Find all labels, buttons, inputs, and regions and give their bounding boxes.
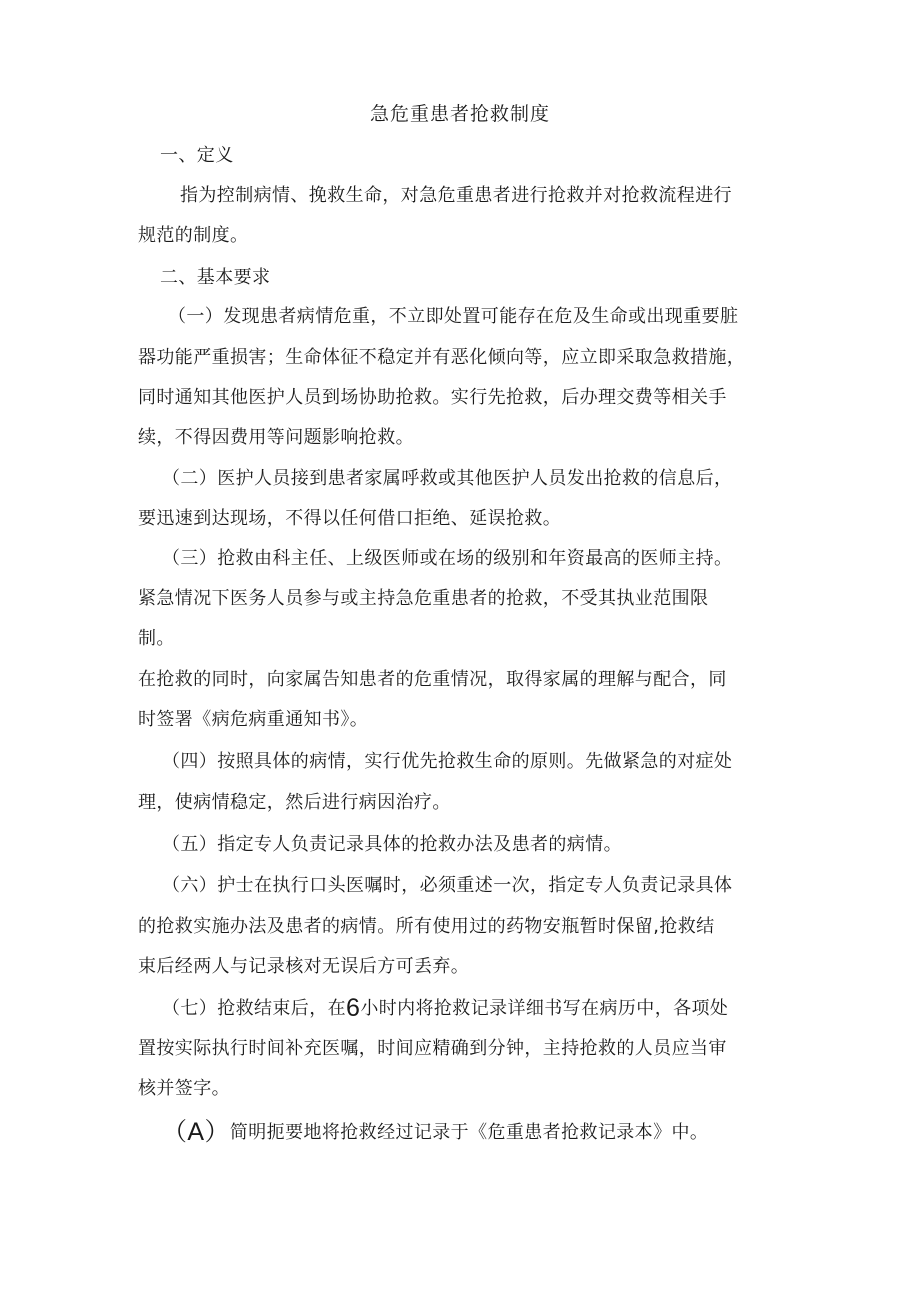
hours-number: 6 — [346, 994, 361, 1022]
paragraph-line: 理，使病情稳定，然后进行病因治疗。 — [138, 792, 451, 813]
paragraph-line: 核并签字。 — [138, 1078, 230, 1099]
paragraph-line: （四）按照具体的病情，实行优先抢救生命的原则。先做紧急的对症处 — [162, 751, 733, 772]
text-segment: 简明扼要地将抢救经过记录于《危重患者抢救记录本》中。 — [229, 1122, 709, 1143]
paragraph-line: 同时通知其他医护人员到场协助抢救。实行先抢救，后办理交费等相关手 — [138, 387, 727, 408]
paragraph-line: 规范的制度。 — [138, 225, 249, 246]
item-marker: （A） — [162, 1118, 230, 1146]
paragraph-line: 时签署《病危病重通知书》。 — [138, 709, 369, 730]
paragraph-line: 器功能严重损害；生命体征不稳定并有恶化倾向等，应立即采取急救措施， — [138, 347, 746, 368]
paragraph-line — [162, 1120, 708, 1145]
text-segment: 小时内将抢救记录详细书写在病历中，各项处 — [360, 998, 729, 1019]
paragraph-line: （六）护士在执行口头医嘱时，必须重述一次，指定专人负责记录具体 — [162, 875, 733, 896]
paragraph-line: 置按实际执行时间补充医嘱，时间应精确到分钟，主持抢救的人员应当审 — [138, 1038, 727, 1059]
page-title: 急危重患者抢救制度 — [369, 103, 550, 125]
paragraph-line: 指为控制病情、挽救生命，对急危重患者进行抢救并对抢救流程进行 — [180, 185, 732, 206]
paragraph-line: （三）抢救由科主任、上级医师或在场的级别和年资最高的医师主持。 — [162, 548, 733, 569]
paragraph-line: 制。 — [138, 628, 175, 649]
paragraph-line: 束后经两人与记录核对无误后方可丢弃。 — [138, 956, 470, 977]
paragraph-line: 紧急情况下医务人员参与或主持急危重患者的抢救，不受其执业范围限 — [138, 588, 709, 609]
paragraph-line: （五）指定专人负责记录具体的抢救办法及患者的病情。 — [162, 834, 622, 855]
paragraph-line: （一）发现患者病情危重，不立即处置可能存在危及生命或出现重要脏 — [168, 306, 739, 327]
section-heading-requirements: 二、基本要求 — [160, 267, 271, 288]
paragraph-line: 在抢救的同时，向家属告知患者的危重情况，取得家属的理解与配合，同 — [138, 669, 727, 690]
text-segment: （七）抢救结束后，在 — [162, 998, 346, 1019]
paragraph-line: 要迅速到达现场，不得以任何借口拒绝、延误抢救。 — [138, 508, 562, 529]
paragraph-line — [162, 996, 728, 1021]
paragraph-line: （二）医护人员接到患者家属呼救或其他医护人员发出抢救的信息后， — [162, 468, 733, 489]
paragraph-line: 的抢救实施办法及患者的病情。所有使用过的药物安瓶暂时保留,抢救结 — [138, 916, 715, 937]
paragraph-line: 续，不得因费用等问题影响抢救。 — [138, 427, 414, 448]
section-heading-definition: 一、定义 — [160, 145, 234, 166]
